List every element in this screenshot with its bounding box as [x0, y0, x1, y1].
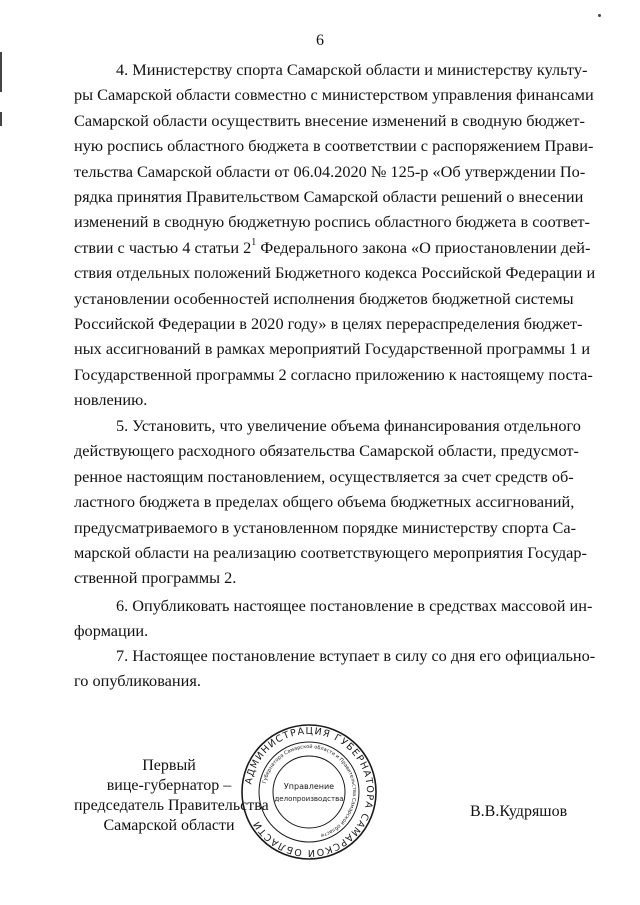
text-line: установлении особенностей исполнения бюджетов бюджетной системы — [74, 288, 574, 308]
text-line: ных ассигнований в рамках мероприятий Государственной программы 1 и — [74, 339, 591, 359]
text-line: действующего расходного обязательства Самарской области, предусмот- — [74, 441, 579, 461]
signatory-line-1: Первый — [142, 757, 196, 774]
text-line: ластного бюджета в пределах общего объема бюджетных ассигнований, — [74, 492, 575, 512]
text-line: 7. Настоящее постановление вступает в силу со дня его официально- — [116, 646, 596, 665]
text-line: 6. Опубликовать настоящее постановление в средствах массовой ин- — [116, 596, 593, 615]
signatory-line-3: председатель Правительства — [74, 797, 269, 814]
text-line: предусматриваемого в установленном порядке министерству спорта Са- — [74, 517, 577, 537]
page-number: 6 — [316, 32, 324, 49]
text-line: новлению. — [74, 390, 148, 410]
text-line: 5. Установить, что увеличение объема финансирования отдельного — [116, 416, 581, 435]
text-segment: Федерального закона «О приостановлении дей- — [256, 237, 591, 257]
signatory-line-4: Самарской области — [103, 817, 235, 834]
text-line: 4. Министерству спорта Самарской области и министерству культу- — [116, 60, 588, 79]
text-line: рядка принятия Правительством Самарской области решений о внесении — [74, 187, 584, 206]
text-line: ственной программы 2. — [74, 568, 237, 588]
text-line: Государственной программы 2 согласно приложению к настоящему поста- — [74, 364, 593, 384]
text-line: Самарской области осуществить внесение изменений в сводную бюджет- — [74, 110, 585, 130]
text-line: ствия отдельных положений Бюджетного кодекса Российской Федерации и — [74, 263, 596, 283]
text-segment: ствии с частью 4 статьи 2 — [74, 237, 252, 257]
text-line: го опубликования. — [74, 671, 201, 691]
seal-inner-text: Губернатора Самарской области и Правительства Самарской области — [261, 743, 358, 839]
seal-center-line-1: Управление — [283, 782, 335, 791]
scan-mark-right — [598, 14, 601, 17]
scan-edge-left-lower — [0, 112, 2, 126]
official-seal — [240, 723, 378, 861]
text-line: ренное настоящим постановлением, осуществляется за счет средств об- — [74, 466, 574, 486]
signatory-line-2: вице-губернатор – — [106, 777, 232, 794]
superscript: 1 — [251, 237, 257, 249]
text-line — [74, 237, 591, 258]
signatory-title — [74, 756, 269, 836]
text-line: тельства Самарской области от 06.04.2020 № 125-р «Об утверждении По- — [74, 161, 586, 181]
scan-edge-left — [0, 52, 2, 92]
text-line: формации. — [74, 621, 149, 641]
seal-outer-text: АДМИНИСТРАЦИЯ ГУБЕРНАТОРА САМАРСКОЙ ОБЛАСТИ — [243, 725, 376, 859]
text-line: Российской Федерации в 2020 году» в целях перераспределения бюджет- — [74, 314, 583, 333]
text-line: марской области на реализацию соответствующего мероприятия Государ- — [74, 543, 587, 562]
text-line: изменений в сводную бюджетную роспись областного бюджета в соответ- — [74, 212, 590, 232]
seal-center-line-2: делопроизводства — [274, 795, 344, 803]
signatory-name: В.В.Кудряшов — [470, 803, 568, 820]
text-line: ры Самарской области совместно с министерством управления финансами — [74, 85, 594, 105]
text-line: ную роспись областного бюджета в соответствии с распоряжением Прави- — [74, 136, 594, 156]
